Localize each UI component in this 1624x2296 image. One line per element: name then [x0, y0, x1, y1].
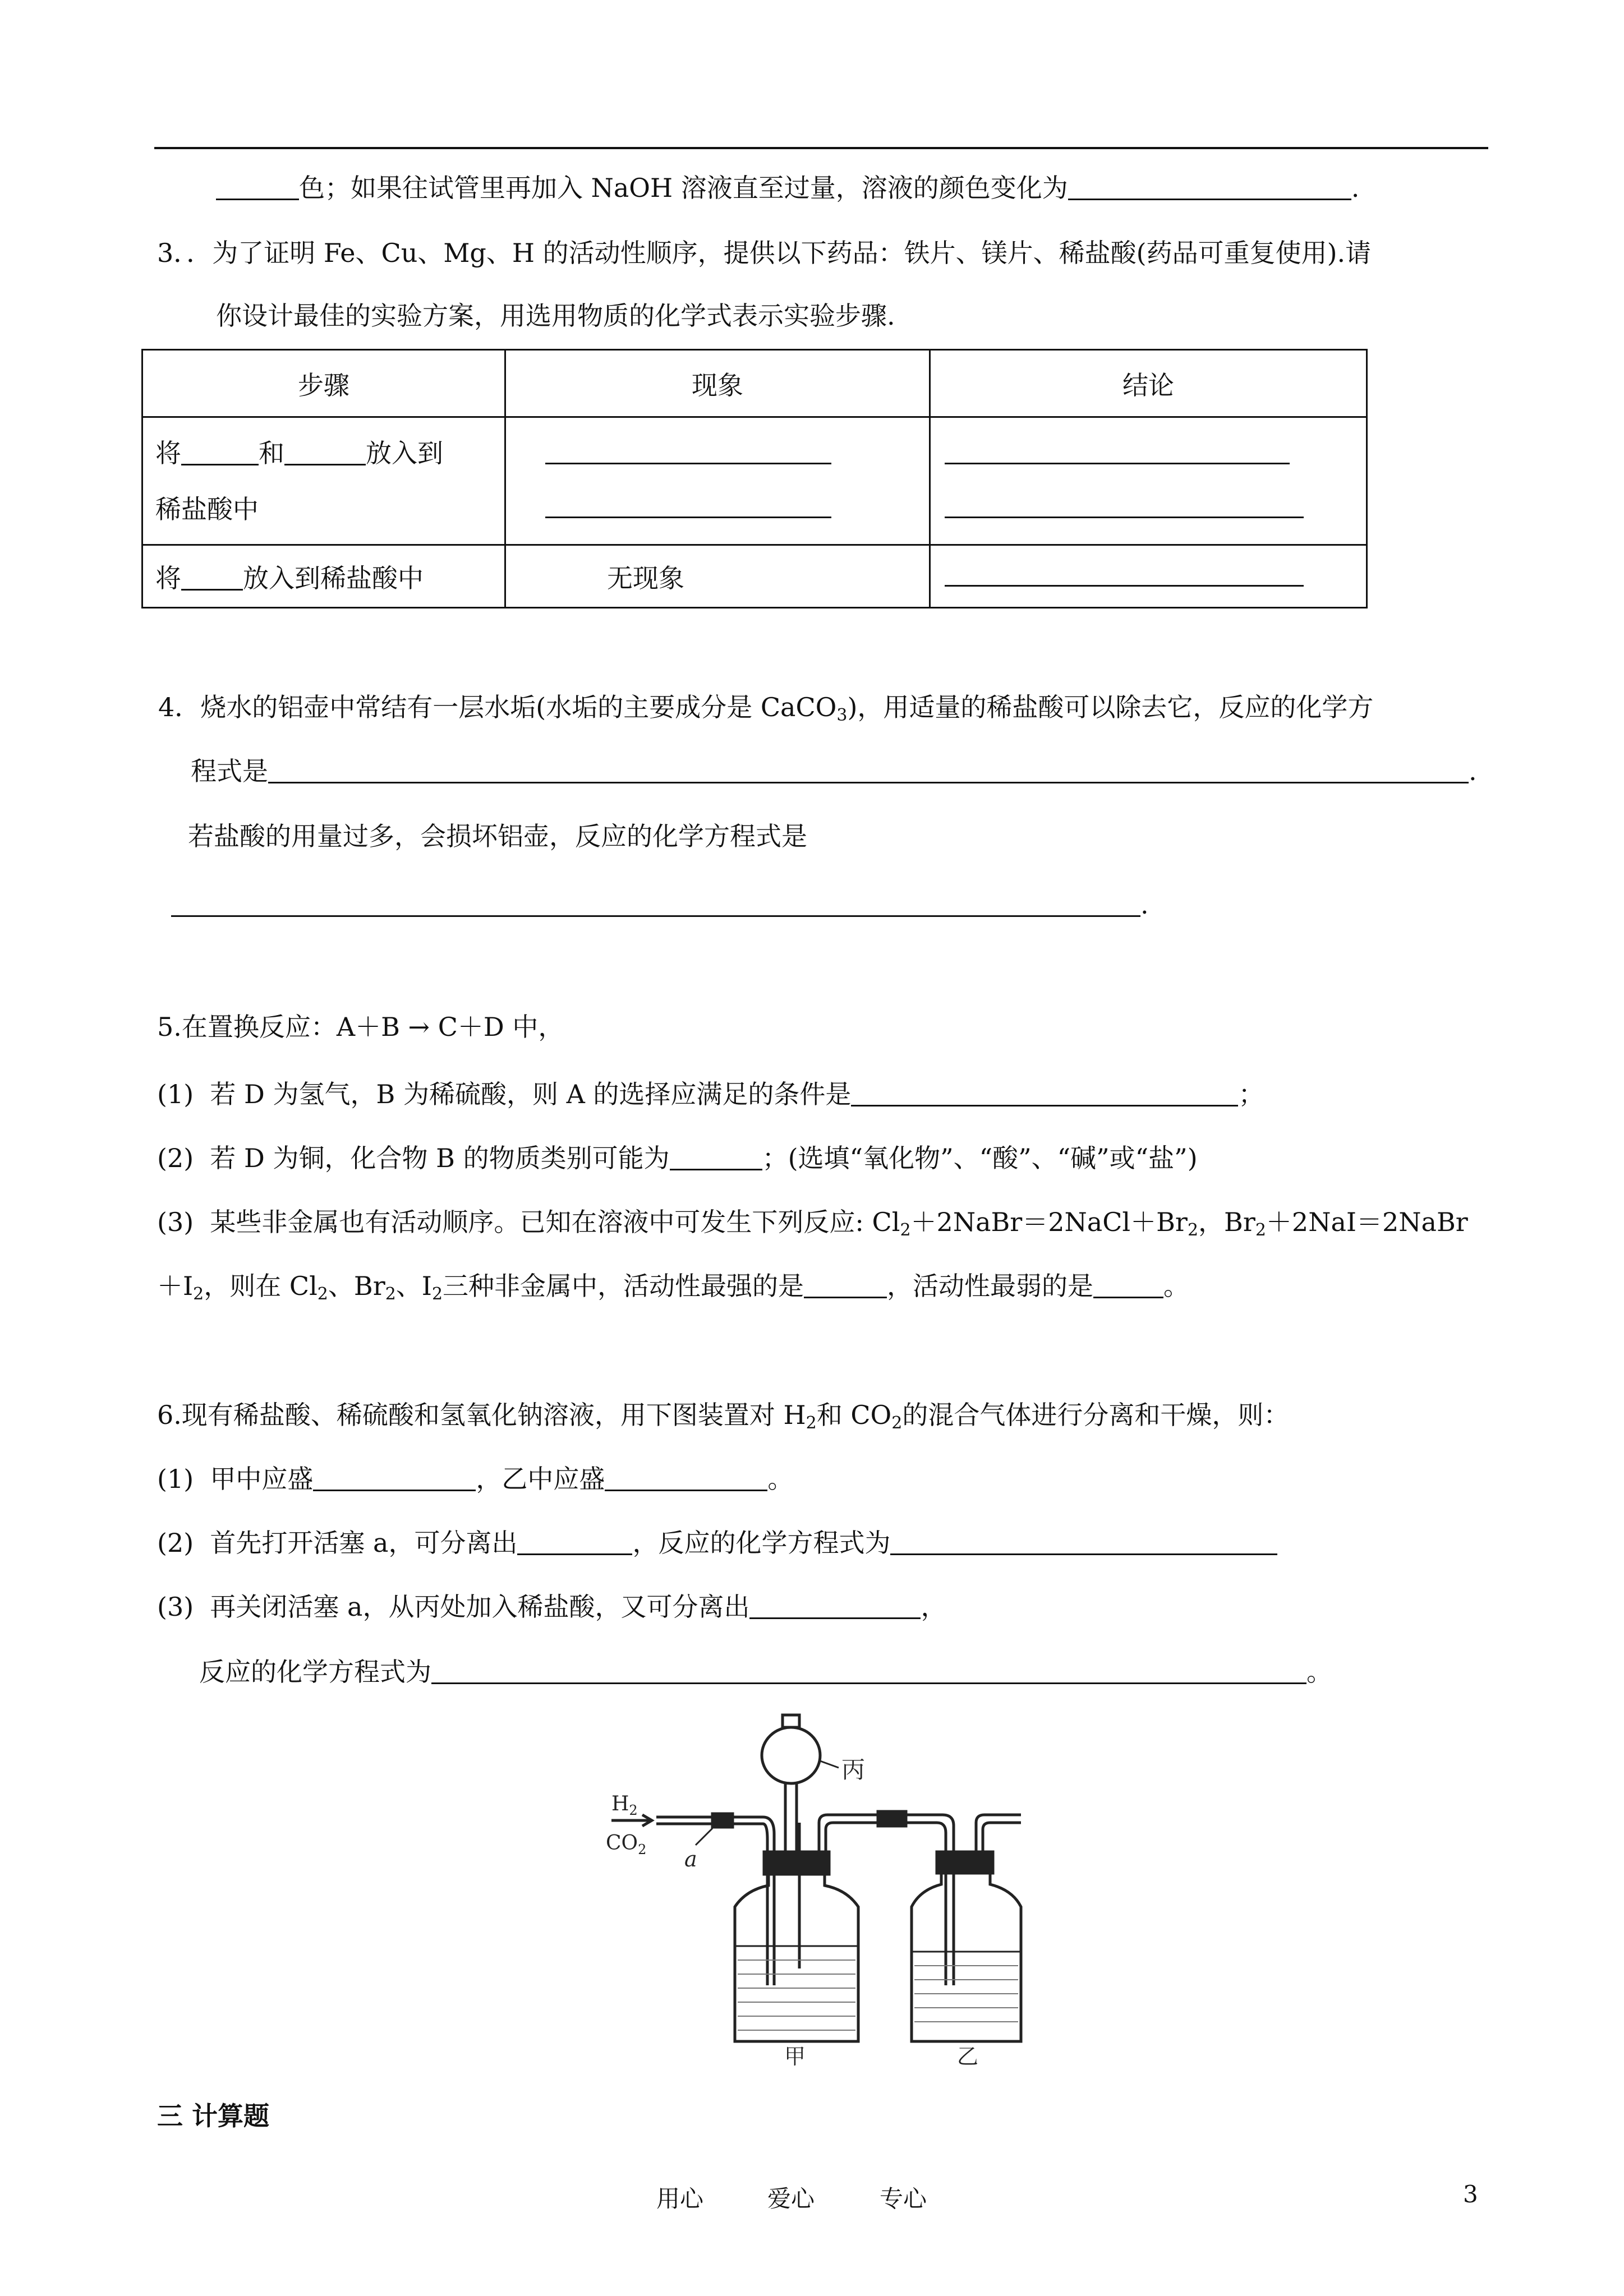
label-jia: 甲: [784, 2044, 806, 2069]
header-phenomenon: 现象: [505, 350, 930, 417]
q4-line2: 程式是 .: [191, 756, 1477, 786]
blank[interactable]: [181, 441, 259, 465]
q4-line1: 4．烧水的铝壶中常结有一层水垢(水垢的主要成分是 CaCO$_3$)，用适量的稀盐酸可以除去它，反应的化学方: [158, 692, 1374, 725]
label-a: a: [684, 1847, 697, 1871]
page-number: 3: [1463, 2180, 1478, 2208]
gas-separation-apparatus: [578, 1705, 1094, 2069]
row1-conclusion[interactable]: [930, 417, 1367, 545]
q5-line1: 5.在置换反应：A＋B → C＋D 中，: [157, 1012, 564, 1042]
q6-p4: 反应的化学方程式为 。: [199, 1657, 1332, 1687]
q6-p3: (3) 再关闭活塞 a，从丙处加入稀盐酸，又可分离出 ，: [157, 1592, 947, 1622]
blank[interactable]: [804, 1274, 887, 1298]
blank[interactable]: [605, 1467, 767, 1491]
q5-p3: (3) 某些非金属也有活动顺序。已知在溶液中可发生下列反应: $Cl_2+2NaBr=2NaCl+Br_2$，$Br_2+2NaI=2NaBr$: [157, 1207, 1468, 1240]
gas-co2: $CO_2$: [606, 1832, 647, 1857]
q6-line1: 6.现有稀盐酸、稀硫酸和氢氧化钠溶液，用下图装置对 $H_2$和 $CO_2$的混合气体进行分离和干燥，则：: [157, 1400, 1290, 1433]
blank[interactable]: [890, 1531, 1277, 1555]
footer-mid: 爱心: [767, 2185, 815, 2212]
blank[interactable]: [749, 1595, 921, 1619]
blank[interactable]: [431, 1660, 1306, 1684]
header-rule: [154, 147, 1488, 149]
q5-p2: (2) 若 D 为铜，化合物 B 的物质类别可能为 ；(选填“氧化物”、“酸”、“碱”或“盐”): [157, 1143, 1198, 1173]
blank[interactable]: [851, 1082, 1238, 1106]
blank[interactable]: [517, 1531, 632, 1555]
label-yi: 乙: [957, 2044, 979, 2069]
row2-phenomenon: 无现象: [505, 545, 930, 608]
q2-continuation: 色；如果往试管里再加入 NaOH 溶液直至过量，溶液的颜色变化为 .: [216, 175, 1359, 201]
q6-p2: (2) 首先打开活塞 a，可分离出 ，反应的化学方程式为: [157, 1530, 1277, 1556]
label-bing: 丙: [841, 1756, 866, 1783]
row2-step: 将 放入到稀盐酸中: [142, 545, 505, 608]
blank[interactable]: [171, 893, 1140, 917]
blank[interactable]: [313, 1467, 476, 1491]
q6-p1: (1) 甲中应盛 ，乙中应盛 。: [157, 1464, 794, 1494]
q5-p1: (1) 若 D 为氢气，B 为稀硫酸，则 A 的选择应满足的条件是 ；: [157, 1079, 1264, 1109]
q3-line2: 你设计最佳的实验方案，用选用物质的化学式表示实验步骤.: [216, 301, 895, 331]
blank[interactable]: [1068, 176, 1351, 200]
header-step: 步骤: [142, 350, 505, 417]
blank[interactable]: [268, 759, 1469, 783]
header-conclusion: 结论: [930, 350, 1367, 417]
blank[interactable]: [670, 1146, 762, 1170]
row1-phenomenon[interactable]: [505, 417, 930, 545]
footer-right: 专心: [880, 2185, 927, 2212]
q4-line3: 若盐酸的用量过多，会损坏铝壶，反应的化学方程式是: [188, 821, 807, 851]
blank[interactable]: [284, 441, 366, 465]
blank[interactable]: [1093, 1274, 1163, 1298]
footer-left: 用心: [656, 2185, 704, 2212]
row2-conclusion[interactable]: [930, 545, 1367, 608]
blank[interactable]: [181, 566, 243, 591]
q5-p3-cont: $+I_2$，则在 $Cl_2$、$Br_2$、$I_2$三种非金属中，活动性最强的是 ，活动性最弱的是 。: [157, 1271, 1190, 1304]
q4-line4: .: [171, 892, 1149, 918]
gas-h2: $H_2$: [611, 1792, 638, 1818]
q3-line1: 3．．为了证明 Fe、Cu、Mg、H 的活动性顺序，提供以下药品：铁片、镁片、稀盐酸(药品可重复使用).请: [157, 238, 1372, 268]
row1-step: 将 和 放入到 稀盐酸中: [142, 417, 505, 545]
section-title: 三 计算题: [157, 2101, 270, 2131]
blank[interactable]: [216, 176, 299, 200]
experiment-table: [141, 349, 1368, 608]
